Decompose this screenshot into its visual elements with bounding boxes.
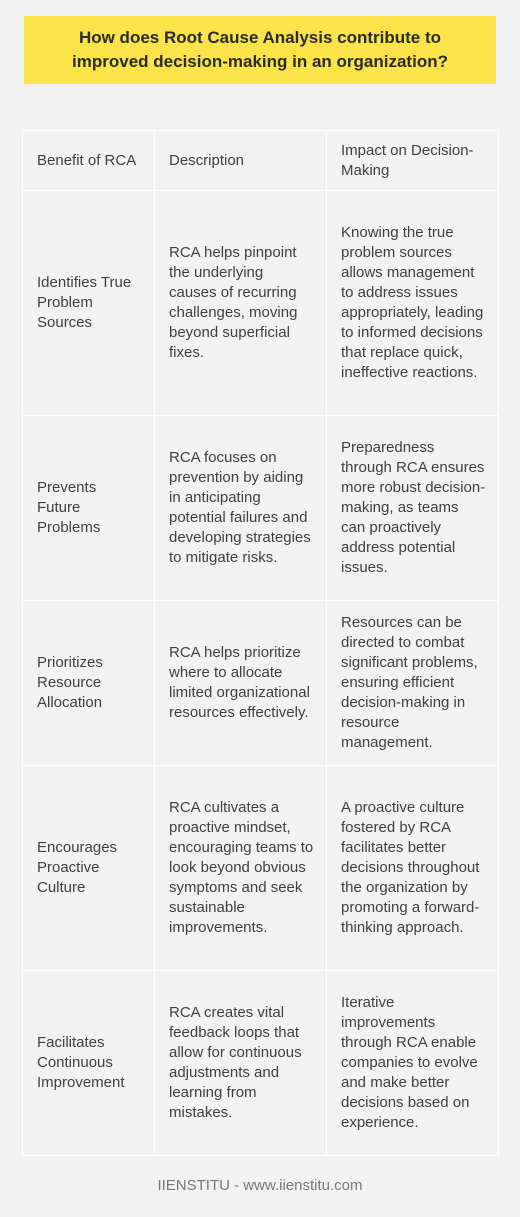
cell-impact: Resources can be directed to combat significant problems, ensuring efficient decision-making in resource management. bbox=[327, 601, 499, 766]
cell-description: RCA focuses on prevention by aiding in anticipating potential failures and developing strategies to mitigate risks. bbox=[155, 416, 327, 601]
cell-benefit: Identifies True Problem Sources bbox=[23, 191, 155, 416]
cell-benefit: Prioritizes Resource Allocation bbox=[23, 601, 155, 766]
cell-description: RCA cultivates a proactive mindset, encouraging teams to look beyond obvious symptoms and seek sustainable improvements. bbox=[155, 766, 327, 971]
cell-impact: Preparedness through RCA ensures more robust decision-making, as teams can proactively address potential issues. bbox=[327, 416, 499, 601]
cell-description: RCA helps pinpoint the underlying causes of recurring challenges, moving beyond superficial fixes. bbox=[155, 191, 327, 416]
cell-description: RCA creates vital feedback loops that allow for continuous adjustments and learning from mistakes. bbox=[155, 971, 327, 1156]
rca-benefits-table bbox=[22, 130, 499, 1156]
table-row bbox=[23, 416, 499, 601]
cell-impact: Knowing the true problem sources allows management to address issues appropriately, leading to informed decisions that replace quick, ineffective reactions. bbox=[327, 191, 499, 416]
table-row bbox=[23, 601, 499, 766]
cell-impact: A proactive culture fostered by RCA facilitates better decisions throughout the organization by promoting a forward-thinking approach. bbox=[327, 766, 499, 971]
header-impact: Impact on Decision-Making bbox=[327, 131, 499, 191]
table-row bbox=[23, 766, 499, 971]
cell-description: RCA helps prioritize where to allocate limited organizational resources effectively. bbox=[155, 601, 327, 766]
header-description: Description bbox=[155, 131, 327, 191]
table-row bbox=[23, 971, 499, 1156]
footer-credit: IIENSTITU - www.iienstitu.com bbox=[157, 1177, 363, 1194]
cell-benefit: Prevents Future Problems bbox=[23, 416, 155, 601]
cell-impact: Iterative improvements through RCA enable companies to evolve and make better decisions based on experience. bbox=[327, 971, 499, 1156]
table-header-row bbox=[23, 131, 499, 191]
title-banner bbox=[24, 16, 496, 84]
table-row bbox=[23, 191, 499, 416]
header-benefit: Benefit of RCA bbox=[23, 131, 155, 191]
cell-benefit: Encourages Proactive Culture bbox=[23, 766, 155, 971]
page-title: How does Root Cause Analysis contribute to improved decision-making in an organization? bbox=[72, 28, 448, 71]
cell-benefit: Facilitates Continuous Improvement bbox=[23, 971, 155, 1156]
